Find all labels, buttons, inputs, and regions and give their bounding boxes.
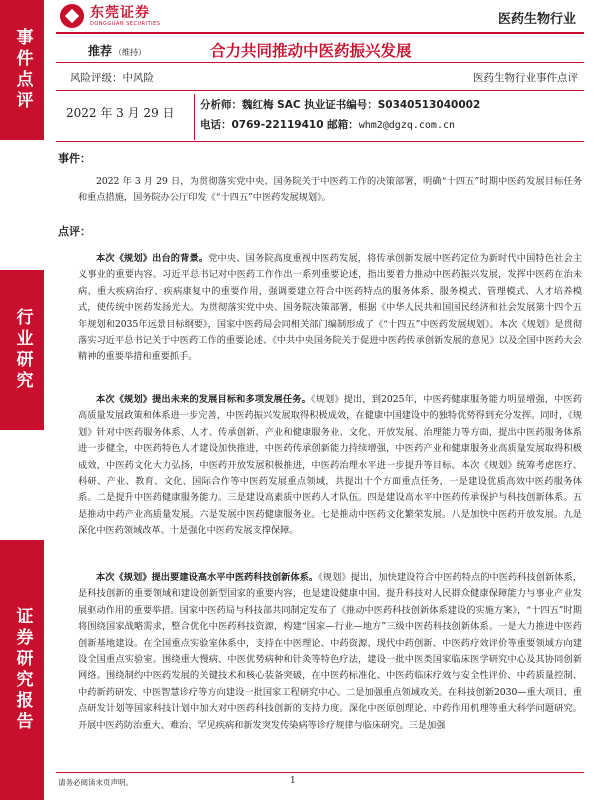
sidebar-gap — [0, 140, 44, 270]
sidebar-label-industry-research: 行业研究 — [12, 308, 33, 392]
risk-rating: 风险评级：中风险 — [70, 72, 154, 84]
analyst-info: 分析师：魏红梅 SAC 执业证书编号：S0340513040002 — [200, 99, 481, 111]
industry-label: 医药生物行业 — [497, 12, 576, 27]
paragraph-body: 党中央、国务院高度重视中医药发展，将传承创新发展中医药定位为新时代中国特色社会主义事业的重要内容。习近平总书记对中医药工作作出一系列重要论述，指出要着力推动中医药振兴发展，发挥中医药在治未病、重大疾病治疗、疾病康复中的重要作用，强调要建立符合中医药特点的服务体系、服务模式、管理模式、人才培养模式，使传统中医药发扬光大。为贯彻落实党中央、国务院决策部署，根据《中华人民共和国国民经济和社会发展第十四个五年规划和2035年远景目标纲要》，国家中医药局会同相关部门编制形成了《“十四五”中医药发展规划》。本次《规划》是贯彻落实习近平总书记关于中医药工作的重要论述、《中共中央国务院关于促进中医药传承创新发展的意见》以及全国中医药大会精神的重要举措和重要抓手。 — [78, 253, 583, 363]
sidebar-block-event-review — [0, 0, 44, 140]
event-heading: 事件： — [58, 152, 91, 165]
footer-divider — [56, 772, 584, 773]
comment-paragraph-background — [78, 251, 582, 366]
divider — [56, 141, 584, 142]
paragraph-body: 《规划》提出，加快建设符合中医药特点的中医药科技创新体系，是科技创新的重要领域和建设创新型国家的重要内容，也是建设健康中国、提升科技对人民群众健康保障能力与事业产业发展驱动作用的重要举措。国家中医药局与科技部共同制定发布了《推动中医药科技创新体系建设的实施方案》，“十四五”时期将围绕国家战略需求，整合优化中医药科技资源，构建“国家—行业—地方”三级中医药科技创新体系。一是大力推进中医药创新基地建设。在全国重点实验室体系中，支持在中医理论、中药资源、现代中药创新、中医药疗效评价等重要领域方向建设全国重点实验室。围绕重大慢病、中医优势病种和针灸等特色疗法，建设一批中医类国家临床医学研究中心及其协同创新网络。围绕制约中医药发展的关键技术和核心装备突破，在中医药标准化、中医药临床疗效与安全性评价、中药质量控制、中药新药研发、中医智慧诊疗等方向建设一批国家工程研究中心。二是加强重点领域攻关。在科技创新2030—重大项目、重点研发计划等国家科技计划中加大对中医药科技创新的支持力度。深化中医原创理论、中药作用机理等重大科学问题研究。开展中医药防治重大、难治、罕见疾病和新发突发传染病等诊疗规律与临床研究。三是加强 — [78, 572, 582, 731]
logo-name-en: DONGGUAN SECURITIES — [90, 21, 161, 27]
page-number: 1 — [290, 776, 296, 786]
sidebar-block-industry-research — [0, 270, 44, 430]
paragraph-lead: 本次《规划》提出未来的发展目标和多项发展任务。 — [96, 394, 311, 405]
logo-name-cn: 东莞证券 — [90, 5, 150, 21]
rating-label: 推荐 — [88, 44, 113, 58]
comment-paragraph-innovation — [78, 570, 582, 734]
sidebar-label-event-review: 事件点评 — [12, 28, 33, 112]
company-logo — [60, 4, 160, 28]
contact-info — [200, 117, 455, 132]
rating — [88, 42, 146, 59]
sidebar-label-securities-report: 证券研究报告 — [12, 607, 33, 733]
contact-phone: 电话：0769-22119410 邮箱： — [200, 119, 359, 131]
comment-heading: 点评： — [58, 225, 91, 238]
paragraph-lead: 本次《规划》出台的背景。 — [96, 253, 209, 264]
event-paragraph: 2022 年 3 月 29 日，为贯彻落实党中央、国务院关于中医药工作的决策部署，明确“十四五”时期中医药发展目标任务和重点措施，国务院办公厅印发《“十四五”中医药发展规划》。 — [78, 176, 582, 204]
logo-emblem-icon — [60, 4, 84, 28]
comment-paragraph-goals — [78, 392, 582, 540]
sidebar-block-securities-report — [0, 540, 44, 800]
report-type: 医药生物行业事件点评 — [473, 72, 578, 84]
header-divider — [56, 32, 584, 34]
rating-sub: （维持） — [114, 48, 147, 57]
divider — [56, 62, 584, 63]
sidebar-gap — [0, 430, 44, 540]
disclaimer-note: 请务必阅读末页声明。 — [58, 778, 133, 787]
divider — [56, 90, 584, 91]
vertical-divider — [194, 94, 195, 140]
contact-email: whm2@dgzq.com.cn — [358, 120, 456, 131]
left-sidebar — [0, 0, 44, 800]
report-title: 合力共同推动中医药振兴发展 — [210, 42, 412, 60]
paragraph-lead: 本次《规划》提出要建设高水平中医药科技创新体系。 — [96, 572, 319, 583]
paragraph-body: 《规划》提出，到2025年，中医药健康服务能力明显增强，中医药高质量发展政策和体系进一步完善，中医药振兴发展取得积极成效，在健康中国建设中的独特优势得到充分发挥。同时，《规划》针对中医药服务体系、人才、传承创新、产业和健康服务业、文化、开放发展、治理能力等方面，提出中医药服务体系进一步健全，中医药特色人才建设加快推进，中医药传承创新能力持续增强，中医药产业和健康服务业高质量发展取得积极成效，中医药文化大力弘扬，中医药开放发展积极推进，中医药治理水平进一步提升等目标。本次《规划》统筹考虑医疗、科研、产业、教育、文化、国际合作等中医药发展重点领域，共提出十个方面重点任务，一是建设优质高效中医药服务体系。二是提升中医药健康服务能力。三是建设高素质中医药人才队伍。四是建设高水平中医药传承保护与科技创新体系。五是推动中药产业高质量发展。六是发展中医药健康服务业。七是推动中医药文化繁荣发展。八是加快中医药开放发展。九是深化中医药领域改革。十是强化中医药发展支撑保障。 — [78, 394, 583, 537]
report-date: 2022 年 3 月 29 日 — [66, 106, 175, 120]
